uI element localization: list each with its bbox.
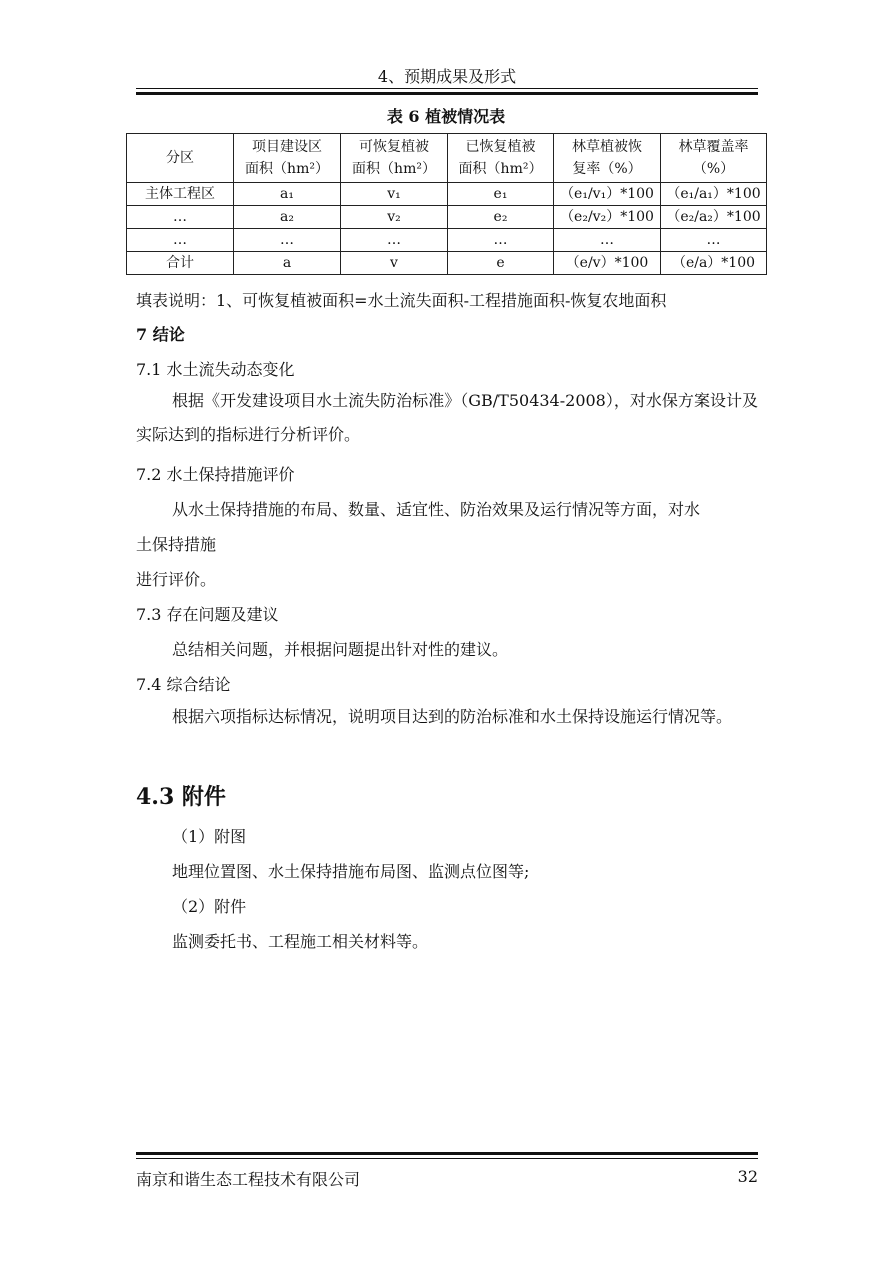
attachment-item-1-label: （1）附图 [172,827,247,846]
section-7-2-title: 7.2 水土保持措施评价 [136,465,295,484]
table-cell: v [341,252,448,275]
table-cell: … [341,229,448,252]
table-row [127,206,767,229]
table-header-row [127,134,767,183]
table-cell: v₂ [341,206,448,229]
attachment-item-2-body: 监测委托书、工程施工相关材料等。 [172,932,429,951]
attachment-item-2-label: （2）附件 [172,897,247,916]
table-cell: … [127,206,234,229]
table-row [127,252,767,275]
section-7-4-title: 7.4 综合结论 [136,675,231,694]
table-cell: （e₁/a₁）*100 [661,183,767,206]
section-7-1-body: 根据《开发建设项目水土流失防治标准》（GB/T50434-2008），对水保方案设计及实际达到的指标进行分析评价。 [136,391,758,444]
section-4-3-title: 4.3 附件 [136,784,226,810]
footer-page-number: 32 [737,1167,758,1186]
header-cell: 林草植被恢 复率（%） [554,134,661,183]
section-7-2-body-line2: 土保持措施 [136,535,217,554]
table-cell: v₁ [341,183,448,206]
table-cell: a [234,252,341,275]
table-cell: （e₁/v₁）*100 [554,183,661,206]
table-cell: 主体工程区 [127,183,234,206]
table-cell: （e₂/v₂）*100 [554,206,661,229]
table-cell: … [127,229,234,252]
header-cell: 项目建设区 面积（hm²） [234,134,341,183]
table-cell: e [448,252,554,275]
table-cell: （e/a）*100 [661,252,767,275]
table-cell: e₂ [448,206,554,229]
table-cell: 合计 [127,252,234,275]
footer-company: 南京和谐生态工程技术有限公司 [136,1170,361,1189]
header-rule-thin [136,88,758,89]
section-7-title: 7 结论 [136,325,185,344]
table-cell: a₁ [234,183,341,206]
section-7-3-title: 7.3 存在问题及建议 [136,605,279,624]
vegetation-table [126,133,767,275]
table-row [127,183,767,206]
section-7-2-body-line1: 从水土保持措施的布局、数量、适宜性、防治效果及运行情况等方面，对水 [172,500,701,519]
table-cell: … [554,229,661,252]
footer-rule-thick [136,1152,758,1155]
footer-rule-thin [136,1158,758,1159]
section-7-1-title: 7.1 水土流失动态变化 [136,360,295,379]
attachment-item-1-body: 地理位置图、水土保持措施布局图、监测点位图等; [172,862,530,881]
header-cell: 分区 [127,134,234,183]
section-7-4-body: 根据六项指标达标情况，说明项目达到的防治标准和水土保持设施运行情况等。 [172,707,733,726]
header-cell: 已恢复植被 面积（hm²） [448,134,554,183]
page-header-title: 4、预期成果及形式 [377,67,517,86]
header-rule-thick [136,92,758,95]
section-7-2-body-line3: 进行评价。 [136,570,217,589]
table-cell: … [448,229,554,252]
header-cell: 林草覆盖率 （%） [661,134,767,183]
section-7-3-body: 总结相关问题，并根据问题提出针对性的建议。 [172,640,509,659]
table-cell: … [661,229,767,252]
header-cell: 可恢复植被 面积（hm²） [341,134,448,183]
table-cell: e₁ [448,183,554,206]
table-caption: 表 6 植被情况表 [386,107,506,126]
table-cell: （e/v）*100 [554,252,661,275]
table-row [127,229,767,252]
table-note: 填表说明：1、可恢复植被面积=水土流失面积-工程措施面积-恢复农地面积 [136,291,667,310]
table-cell: … [234,229,341,252]
table-cell: （e₂/a₂）*100 [661,206,767,229]
table-cell: a₂ [234,206,341,229]
